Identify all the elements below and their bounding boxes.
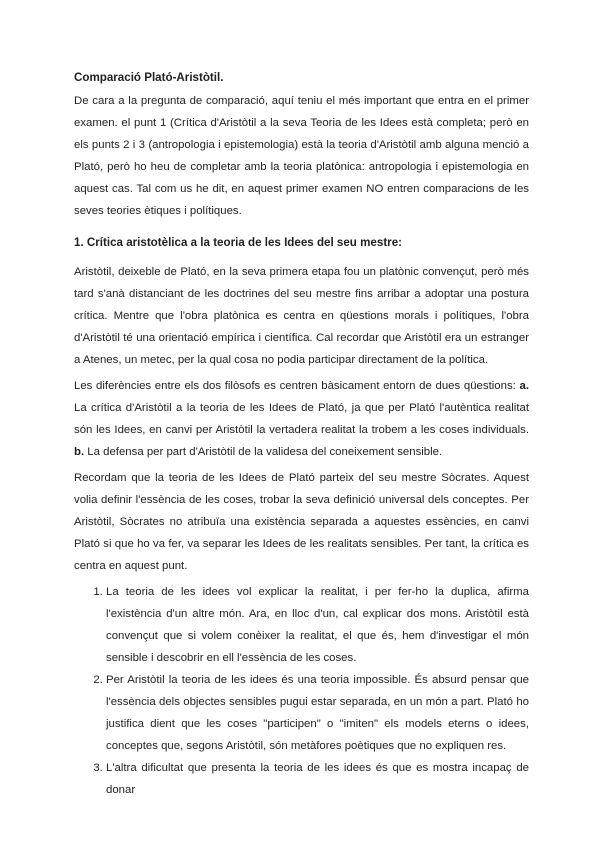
list-item: 3. L'altra dificultat que presenta la teoria de les idees és que es mostra incapaç de donar xyxy=(106,757,529,801)
paragraph-1: Aristòtil, deixeble de Plató, en la seva primera etapa fou un platònic convençut, però més tard s'anà distanciant de les doctrines del seu mestre fins arribar a adoptar una postura crítica. Mentre que l'obra platònica es centra en qüestions morals i polítiques, l'obra d'Aristòtil té una orientació empírica i científica. Cal recordar que Aristòtil era un estranger a Atenes, un metec, per la qual cosa no podia participar directament de la política. xyxy=(74,266,529,366)
section-heading: 1. Crítica aristotèlica a la teoria de les Idees del seu mestre: xyxy=(74,236,402,249)
label-a: a. xyxy=(519,380,529,392)
document-title: Comparació Plató-Aristòtil. xyxy=(74,71,224,84)
paragraph-2 xyxy=(74,375,529,463)
paragraph-2-text-2: La crítica d'Aristòtil a la teoria de les Idees de Plató, ja que per Plató l'autèntica realitat són les Idees, en canvi per Aristòtil la vertadera realitat la trobem a les coses individuals. xyxy=(74,402,529,436)
intro-paragraph: De cara a la pregunta de comparació, aquí teniu el més important que entra en el primer examen. el punt 1 (Crítica d'Aristòtil a la seva Teoria de les Idees està completa; però en els punts 2 i 3 (antropologia i epistemologia) està la teoria d'Aristòtil amb alguna menció a Plató, però ho heu de completar amb la teoria platònica: antropologia i epistemologia en aquest cas. Tal com us he dit, en aquest primer examen NO entren comparacions de les seves teories ètiques i polítiques. xyxy=(74,95,529,217)
paragraph-2-text-3: La defensa per part d'Aristòtil de la validesa del coneixement sensible. xyxy=(87,446,443,458)
paragraph-3: Recordam que la teoria de les Idees de Plató parteix del seu mestre Sòcrates. Aquest volia definir l'essència de les coses, trobar la seva definició universal dels conceptes. Per Aristòtil, Sòcrates no atribuïa una existència separada a aquestes essències, en canvi Plató si que ho va fer, va separar les Idees de les realitats sensibles. Per tant, la crítica es centra en aquest punt. xyxy=(74,472,529,572)
list-item: 1. La teoria de les idees vol explicar la realitat, i per fer-ho la duplica, afirma l'existència d'un altre món. Ara, en lloc d'un, cal explicar dos mons. Aristòtil està convençut que si volem conèixer la realitat, el que és, hem d'investigar el món sensible i descobrir en ell l'essència de les coses. xyxy=(106,581,529,669)
list-item: 2. Per Aristòtil la teoria de les idees és una teoria impossible. És absurd pensar que l'essència dels objectes sensibles pugui estar separada, en un món a part. Plató ho justifica dient que les coses "participen" o "imiten" els models eterns o idees, conceptes que, segons Aristòtil, són metàfores poètiques que no expliquen res. xyxy=(106,669,529,757)
paragraph-2-text-1: Les diferències entre els dos filòsofs es centren bàsicament entorn de dues qüestions: xyxy=(74,380,516,392)
critique-list xyxy=(74,581,529,801)
label-b: b. xyxy=(74,446,85,458)
